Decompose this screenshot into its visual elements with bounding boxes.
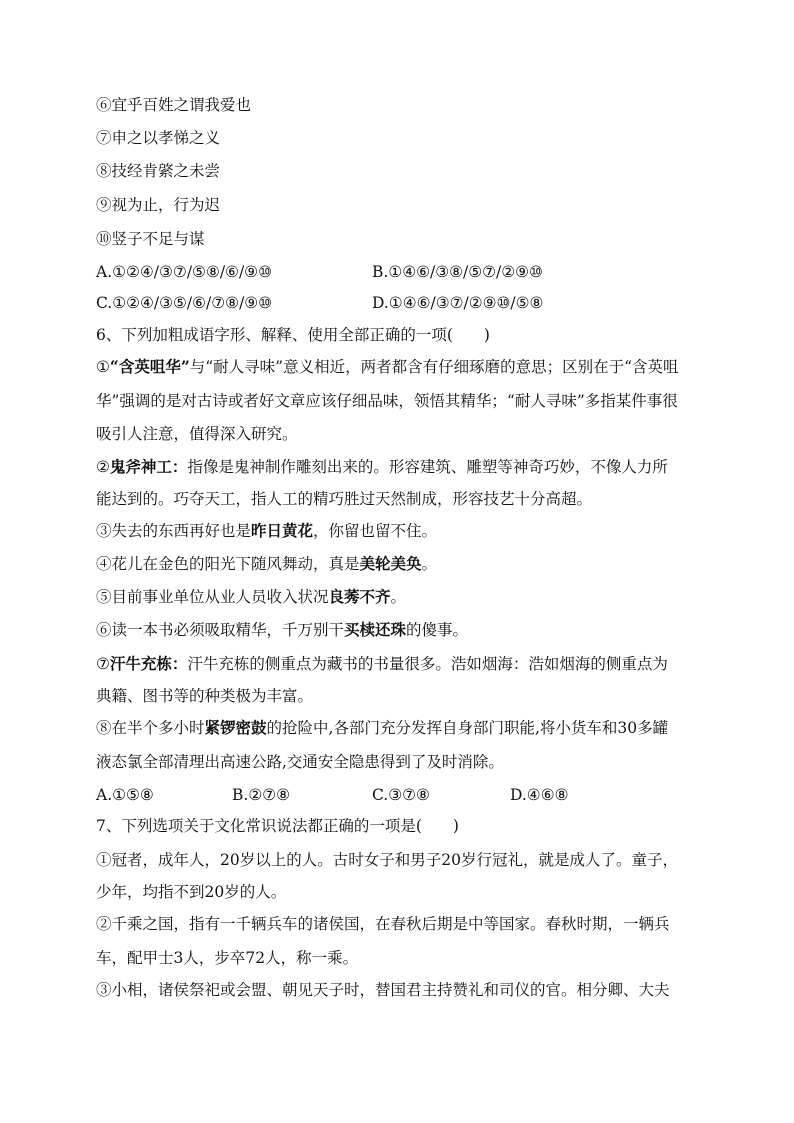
q6-item1-line1 [96,357,679,377]
q6-item6 [96,620,468,640]
q6-item8-idiom: 紧锣密鼓 [204,718,267,737]
q6-item1-number: ① [96,358,110,376]
q6-item1-text: 与“耐人寻味”意义相近，两者都含有仔细琢磨的意思；区别在于“含英咀 [189,358,679,376]
list-item-8: ⑧技经肯綮之未尝 [96,162,221,180]
q6-item3-pre: ③失去的东西再好也是 [96,522,252,540]
list-item-7: ⑦申之以孝悌之义 [96,129,221,147]
q6-item3 [96,521,437,541]
q7-item1-line1: ①冠者，成年人，20岁以上的人。古时女子和男子20岁行冠礼，就是成人了。童子， [96,851,678,869]
q5-option-c: C.①②④/③⑤/⑥/⑦⑧/⑨⑩ [96,294,273,312]
q6-stem: 6、下列加粗成语字形、解释、使用全部正确的一项( ) [96,326,490,344]
q6-item4-pre: ④花儿在金色的阳光下随风舞动，真是 [96,555,360,573]
q6-option-b: B.②⑦⑧ [232,786,291,804]
q6-item3-post: ，你留也留不住。 [313,522,438,540]
q6-item4 [96,554,437,574]
q6-item5-post: 。 [390,588,407,606]
q6-item6-idiom: 买椟还珠 [344,620,407,639]
q6-item2-line1 [96,457,668,477]
list-item-6: ⑥宜乎百姓之谓我爱也 [96,96,252,114]
q6-item2-line2: 能达到的。巧夺天工，指人工的精巧胜过天然制成，形容技艺十分高超。 [96,490,593,508]
q6-item5-pre: ⑤目前事业单位从业人员收入状况 [96,588,329,606]
q7-item3-line1: ③小相，诸侯祭祀或会盟、朝见天子时，替国君主持赞礼和司仪的官。相分卿、大夫 [96,981,670,999]
q6-item8-pre: ⑧在半个多小时 [96,719,205,737]
q6-item8-line1 [96,718,668,738]
q6-item8-post: 的抢险中,各部门充分发挥自身部门职能,将小货车和30多罐 [266,719,669,737]
q6-item6-pre: ⑥读一本书必须吸取精华，千万别干 [96,621,345,639]
q6-item5-idiom: 良莠不齐 [328,587,391,606]
q6-option-c: C.③⑦⑧ [372,786,430,804]
q5-option-b: B.①④⑥/③⑧/⑤⑦/②⑨⑩ [372,263,543,281]
q6-item4-idiom: 美轮美奂 [359,554,422,573]
q6-item6-post: 的傻事。 [406,621,469,639]
q5-option-d: D.①④⑥/③⑦/②⑨⑩/⑤⑧ [372,294,544,312]
q6-item2-number: ② [96,458,110,476]
q6-item2-idiom: 鬼斧神工： [109,457,188,476]
q6-option-a: A.①⑤⑧ [96,786,154,804]
q6-item7-text: 汗牛充栋的侧重点为藏书的书量很多。浩如烟海：浩如烟海的侧重点为 [187,655,668,673]
q6-item1-idiom: “含英咀华” [109,357,190,376]
q6-item5 [96,587,406,607]
q7-item2-line2: 车，配甲士3人，步卒72人，称一乘。 [96,949,359,967]
q6-option-d: D.④⑥⑧ [510,786,569,804]
q6-item7-line2: 典籍、图书等的种类极为丰富。 [96,687,314,705]
q7-item2-line1: ②千乘之国，指有一千辆兵车的诸侯国，在春秋后期是中等国家。春秋时期，一辆兵 [96,915,670,933]
q6-item4-post: 。 [421,555,438,573]
q6-item7-line1 [96,654,668,674]
list-item-9: ⑨视为止，行为迟 [96,196,221,214]
list-item-10: ⑩竖子不足与谋 [96,230,205,248]
q6-item3-idiom: 昨日黄花 [251,521,314,540]
q5-option-a: A.①②④/③⑦/⑤⑧/⑥/⑨⑩ [96,263,272,281]
q6-item7-number: ⑦ [96,655,110,673]
q6-item8-line2: 液态氯全部清理出高速公路,交通安全隐患得到了及时消除。 [96,753,504,771]
q6-item1-line2: 华”强调的是对古诗或者好文章应该仔细品味，领悟其精华；“耐人寻味”多指某件事很 [96,392,678,410]
q6-item2-text: 指像是鬼神制作雕刻出来的。形容建筑、雕塑等神奇巧妙，不像人力所 [187,458,668,476]
q7-item1-line2: 少年，均指不到20岁的人。 [96,883,287,901]
q6-item1-line3: 吸引人注意，值得深入研究。 [96,425,298,443]
q6-item7-idiom: 汗牛充栋： [109,654,188,673]
q7-stem: 7、下列选项关于文化常识说法都正确的一项是( ) [96,817,459,835]
